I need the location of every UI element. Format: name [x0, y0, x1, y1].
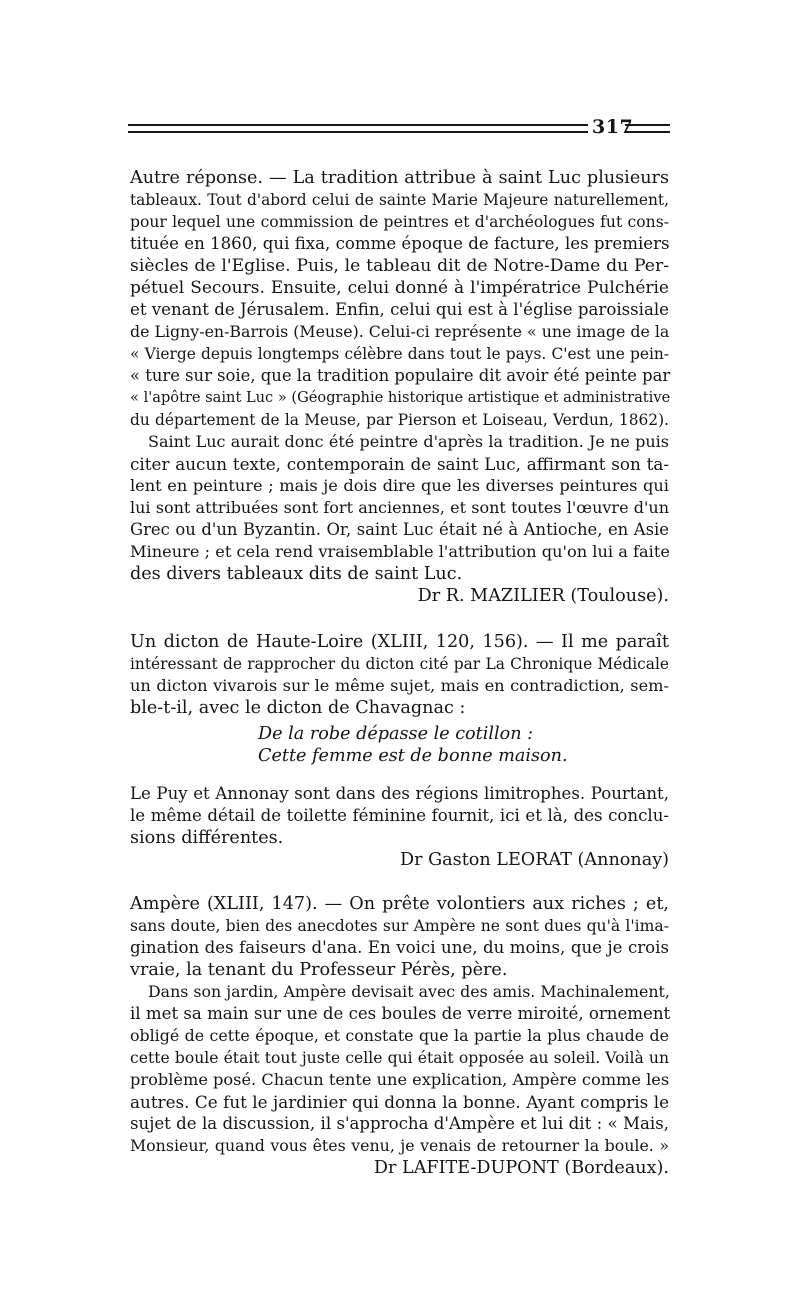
text-line: cette boule était tout juste celle qui était opposée au soleil. Voilà un — [130, 1049, 669, 1067]
text-line: problème posé. Chacun tente une explication, Ampère comme les — [130, 1070, 670, 1089]
running-header — [128, 118, 670, 148]
text-line: lent en peinture ; mais je dois dire que les diverses peintures qui — [130, 476, 669, 495]
text-line: tableaux. Tout d'abord celui de sainte Marie Majeure naturellement, — [130, 191, 669, 209]
signature: Dr R. MAZILIER (Toulouse). — [417, 586, 669, 606]
header-rule — [128, 131, 588, 133]
header-rule — [128, 124, 588, 126]
text-line: Ampère (XLIII, 147). — On prête volontiers aux riches ; et, — [130, 894, 669, 914]
text-line: Un dicton de Haute-Loire (XLIII, 120, 156). — Il me paraît — [130, 632, 669, 652]
text-line: et venant de Jérusalem. Enfin, celui qui est à l'église paroissiale — [130, 300, 669, 319]
text-line: ble-t-il, avec le dicton de Chavagnac : — [130, 698, 466, 718]
text-line: Saint Luc aurait donc été peintre d'après la tradition. Je ne puis — [148, 432, 669, 451]
text-line: le même détail de toilette féminine fournit, ici et là, des conclu- — [130, 806, 669, 825]
text-line: Autre réponse. — La tradition attribue à saint Luc plusieurs — [130, 168, 669, 188]
text-line: Dans son jardin, Ampère devisait avec des amis. Machinalement, — [148, 982, 670, 1001]
signature: Dr Gaston LEORAT (Annonay) — [400, 850, 669, 870]
text-line: pétuel Secours. Ensuite, celui donné à l'impératrice Pulchérie — [130, 278, 669, 298]
text-line: autres. Ce fut le jardinier qui donna la bonne. Ayant compris le — [130, 1092, 669, 1112]
text-line: du département de la Meuse, par Pierson et Loiseau, Verdun, 1862). — [130, 411, 669, 429]
text-line: lui sont attribuées sont fort anciennes, et sont toutes l'œuvre d'un — [130, 498, 669, 517]
text-line: de Ligny-en-Barrois (Meuse). Celui-ci représente « une image de la — [130, 322, 670, 341]
verse-line: Cette femme est de bonne maison. — [258, 746, 568, 766]
text-line: vraie, la tenant du Professeur Pérès, père. — [130, 960, 508, 980]
text-line: sans doute, bien des anecdotes sur Ampère ne sont dues qu'à l'ima- — [130, 917, 669, 935]
text-line: sujet de la discussion, il s'approcha d'Ampère et lui dit : « Mais, — [130, 1114, 669, 1133]
text-line: gination des faiseurs d'ana. En voici une, du moins, que je crois — [130, 938, 669, 957]
text-line: Mineure ; et cela rend vraisemblable l'attribution qu'on lui a faite — [130, 542, 670, 561]
header-rule — [625, 131, 670, 133]
text-line: Monsieur, quand vous êtes venu, je venais de retourner la boule. » — [130, 1136, 669, 1155]
text-line: pour lequel une commission de peintres et d'archéologues fut cons- — [130, 213, 669, 231]
text-line: siècles de l'Eglise. Puis, le tableau dit de Notre-Dame du Per- — [130, 256, 669, 276]
text-line: Grec ou d'un Byzantin. Or, saint Luc était né à Antioche, en Asie — [130, 520, 669, 539]
text-line: sions différentes. — [130, 828, 284, 848]
text-line: citer aucun texte, contemporain de saint Luc, affirmant son ta- — [130, 454, 669, 474]
page-number: 317 — [592, 116, 634, 138]
text-line: un dicton vivarois sur le même sujet, mais en contradiction, sem- — [130, 676, 669, 695]
text-line: tituée en 1860, qui fixa, comme époque de facture, les premiers — [130, 234, 670, 253]
header-rule — [625, 124, 670, 126]
text-line: obligé de cette époque, et constate que la partie la plus chaude de — [130, 1026, 669, 1045]
signature: Dr LAFITE-DUPONT (Bordeaux). — [373, 1158, 669, 1178]
text-line: des divers tableaux dits de saint Luc. — [130, 564, 463, 584]
text-line: Le Puy et Annonay sont dans des régions limitrophes. Pourtant, — [130, 784, 669, 803]
text-line: « l'apôtre saint Luc » (Géographie historique artistique et administrative — [130, 389, 671, 406]
text-line: « Vierge depuis longtemps célèbre dans tout le pays. C'est une pein- — [130, 345, 669, 363]
text-line: « ture sur soie, que la tradition populaire dit avoir été peinte par — [130, 366, 671, 385]
text-line: intéressant de rapprocher du dicton cité par La Chronique Médicale — [130, 655, 669, 673]
verse-line: De la robe dépasse le cotillon : — [258, 724, 534, 744]
text-line: il met sa main sur une de ces boules de verre miroité, ornement — [130, 1004, 671, 1023]
